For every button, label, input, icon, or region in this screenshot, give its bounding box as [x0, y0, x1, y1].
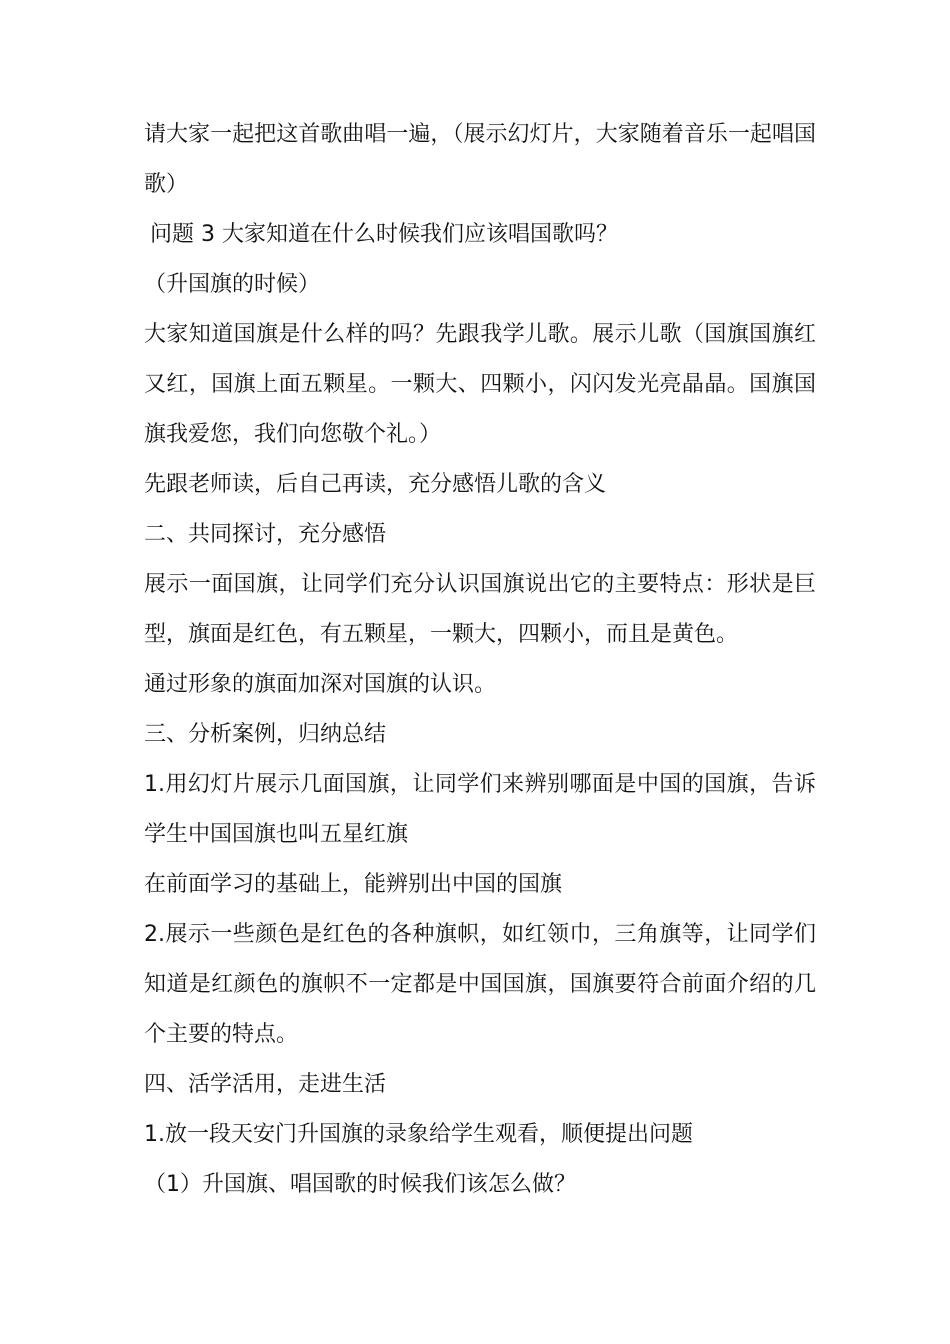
paragraph-answer-flag-raising: （升国旗的时候） [144, 272, 321, 297]
paragraph-deepen-understanding: 通过形象的旗面加深对国旗的认识。 [144, 672, 497, 697]
section-heading-3: 三、分析案例，归纳总结 [144, 722, 387, 747]
paragraph-identify-flag: 在前面学习的基础上，能辨别出中国的国旗 [144, 872, 563, 897]
paragraph-item-1: 1.用幻灯片展示几面国旗，让同学们来辨别哪面是中国的国旗，告诉学生中国国旗也叫五星红旗 [144, 772, 816, 847]
paragraph-flag-rhyme: 大家知道国旗是什么样的吗？先跟我学儿歌。展示儿歌（国旗国旗红又红，国旗上面五颗星。一颗大、四颗小，闪闪发光亮晶晶。国旗国旗我爱您，我们向您敬个礼。） [144, 322, 816, 447]
paragraph-read-along: 先跟老师读，后自己再读，充分感悟儿歌的含义 [144, 472, 607, 497]
section-heading-4: 四、活学活用，走进生活 [144, 1072, 387, 1097]
document-body [144, 110, 816, 1210]
paragraph-sing-anthem: 请大家一起把这首歌曲唱一遍，（展示幻灯片，大家随着音乐一起唱国歌） [144, 122, 816, 197]
paragraph-show-flag: 展示一面国旗，让同学们充分认识国旗说出它的主要特点：形状是巨型，旗面是红色，有五颗星，一颗大，四颗小，而且是黄色。 [144, 572, 816, 647]
paragraph-item-2: 2.展示一些颜色是红色的各种旗帜，如红领巾，三角旗等，让同学们知道是红颜色的旗帜不一定都是中国国旗，国旗要符合前面介绍的几个主要的特点。 [144, 922, 816, 1047]
paragraph-question-3: 问题 3 大家知道在什么时候我们应该唱国歌吗？ [150, 222, 618, 247]
section-heading-2: 二、共同探讨，充分感悟 [144, 522, 387, 547]
paragraph-video: 1.放一段天安门升国旗的录象给学生观看，顺便提出问题 [144, 1122, 693, 1147]
paragraph-sub-question-1: （1）升国旗、唱国歌的时候我们该怎么做？ [144, 1172, 576, 1197]
